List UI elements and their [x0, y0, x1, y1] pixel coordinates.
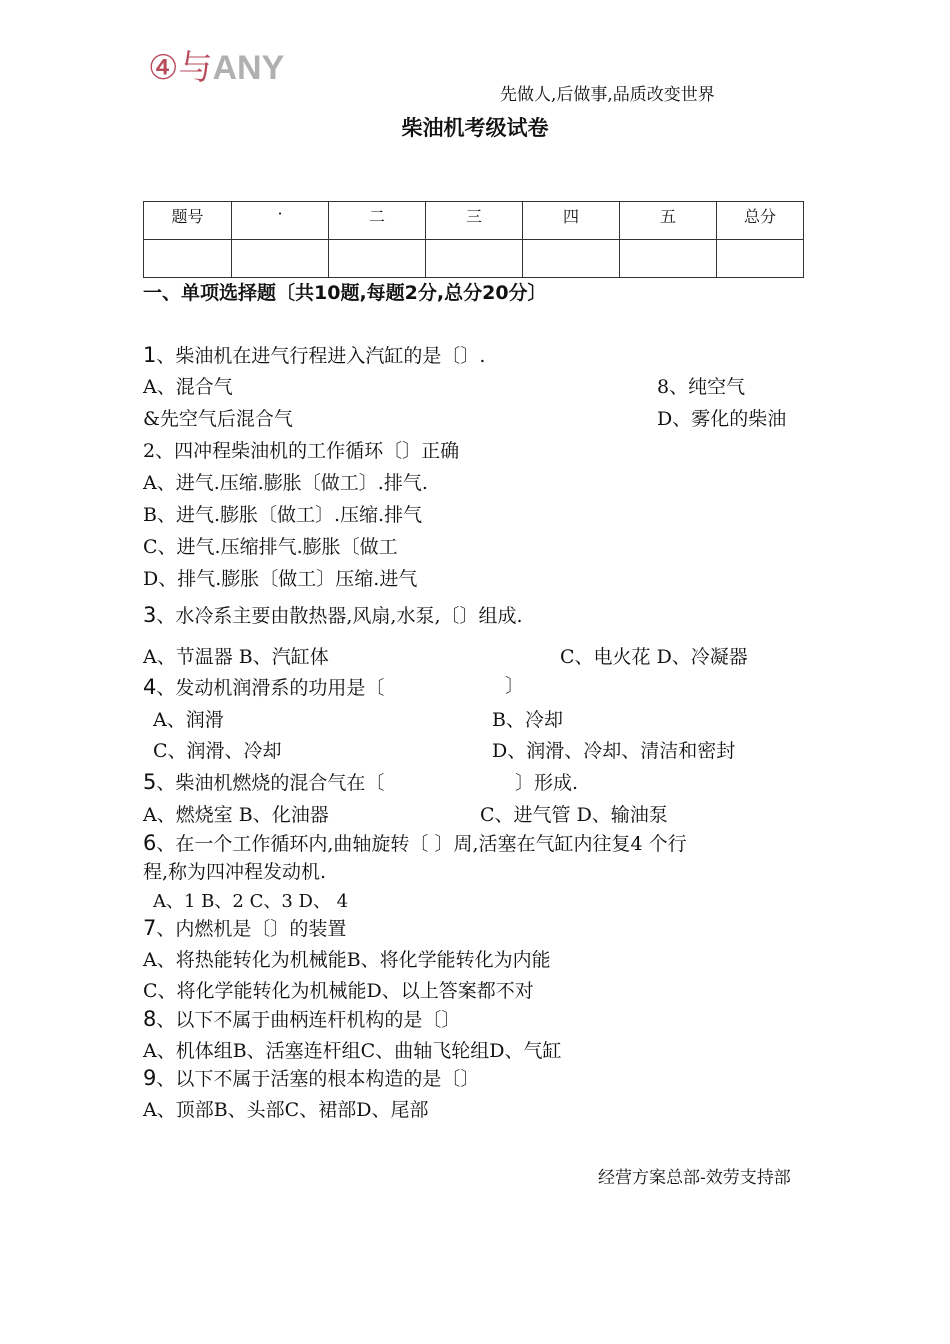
score-cell	[426, 240, 523, 278]
question-stem	[143, 601, 523, 628]
option: C、进气管 D、输油泵	[480, 804, 668, 826]
option: C、进气.压缩排气.膨胀〔做工	[143, 536, 398, 558]
option: A、燃烧室 B、化油器	[143, 804, 329, 826]
question-text: 、柴油机燃烧的混合气在〔	[156, 772, 385, 794]
option: C、将化学能转化为机械能D、以上答案都不对	[143, 980, 534, 1002]
score-header-cell: ·	[232, 202, 329, 240]
question-text: 、以下不属于曲柄连杆机构的是〔〕	[156, 1009, 461, 1031]
score-table-blank-row	[144, 240, 804, 278]
option: A、润滑	[153, 709, 224, 731]
question-text: 、四冲程柴油机的工作循环〔〕正确	[155, 440, 460, 462]
option: 8、纯空气	[657, 376, 746, 398]
question-stem	[143, 914, 346, 941]
footer-text: 经营方案总部-效劳支持部	[598, 1168, 791, 1188]
question-stem	[143, 829, 687, 856]
question-number: 8	[143, 1007, 157, 1031]
score-header-cell: 题号	[144, 202, 232, 240]
score-table-header-row	[144, 202, 804, 240]
question-text: 、水冷系主要由散热器,风扇,水泵,〔〕组成.	[156, 605, 523, 627]
option: A、进气.压缩.膨胀〔做工〕.排气.	[143, 472, 428, 494]
option: D、雾化的柴油	[657, 408, 787, 430]
question-stem	[143, 341, 485, 368]
option: A、节温器 B、汽缸体	[143, 646, 329, 668]
question-number: 9	[143, 1066, 157, 1090]
score-header-cell: 二	[329, 202, 426, 240]
option: A、将热能转化为机械能B、将化学能转化为内能	[143, 949, 551, 971]
question-stem	[143, 436, 459, 463]
score-cell	[717, 240, 804, 278]
question-number: 6	[143, 831, 157, 855]
question-bracket: 〕形成.	[515, 772, 579, 794]
question-number: 3	[143, 603, 157, 627]
option: A、顶部B、头部C、裙部D、尾部	[143, 1099, 429, 1121]
question-number: 2	[143, 440, 156, 462]
question-bracket: 〕	[505, 675, 525, 697]
option: &先空气后混合气	[143, 408, 293, 430]
question-stem	[143, 768, 384, 795]
section-title: 一、单项选择题〔共10题,每题2分,总分20分〕	[143, 282, 547, 304]
question-stem	[143, 1064, 479, 1091]
score-header-cell: 四	[523, 202, 620, 240]
question-stem	[143, 673, 384, 700]
option: B、进气.膨胀〔做工〕.压缩.排气	[143, 504, 423, 526]
question-text: 、内燃机是〔〕的装置	[156, 918, 347, 940]
option: C、电火花 D、冷凝器	[560, 646, 748, 668]
score-cell	[232, 240, 329, 278]
score-cell	[620, 240, 717, 278]
score-cell	[329, 240, 426, 278]
score-cell	[523, 240, 620, 278]
option: A、1 B、2 C、3 D、 4	[153, 891, 349, 912]
slogan: 先做人,后做事,品质改变世界	[500, 85, 715, 105]
question-number: 5	[143, 770, 157, 794]
logo	[148, 40, 284, 89]
page-title: 柴油机考级试卷	[401, 116, 549, 140]
option: B、冷却	[492, 709, 563, 731]
score-header-cell: 三	[426, 202, 523, 240]
logo-brand: ANY	[212, 49, 285, 87]
logo-mark: ④与	[148, 49, 213, 87]
question-text: 、发动机润滑系的功用是〔	[156, 677, 385, 699]
score-header-cell: 五	[620, 202, 717, 240]
option: A、混合气	[143, 376, 233, 398]
question-stem-continued: 程,称为四冲程发动机.	[143, 861, 327, 883]
question-text: 、在一个工作循环内,曲轴旋转〔 〕周,活塞在气缸内往复4 个行	[156, 833, 687, 855]
question-number: 7	[143, 916, 157, 940]
score-header-cell: 总分	[717, 202, 804, 240]
option: A、机体组B、活塞连杆组C、曲轴飞轮组D、气缸	[143, 1040, 562, 1062]
question-stem	[143, 1005, 460, 1032]
question-number: 1	[143, 343, 157, 367]
question-text: 、柴油机在进气行程进入汽缸的是〔〕.	[156, 345, 486, 367]
option: D、排气.膨胀〔做工〕压缩.进气	[143, 568, 418, 590]
question-number: 4	[143, 675, 157, 699]
score-cell	[144, 240, 232, 278]
score-table	[143, 201, 804, 278]
option: C、润滑、冷却	[153, 740, 282, 762]
option: D、润滑、冷却、清洁和密封	[492, 740, 736, 762]
question-text: 、以下不属于活塞的根本构造的是〔〕	[156, 1068, 480, 1090]
